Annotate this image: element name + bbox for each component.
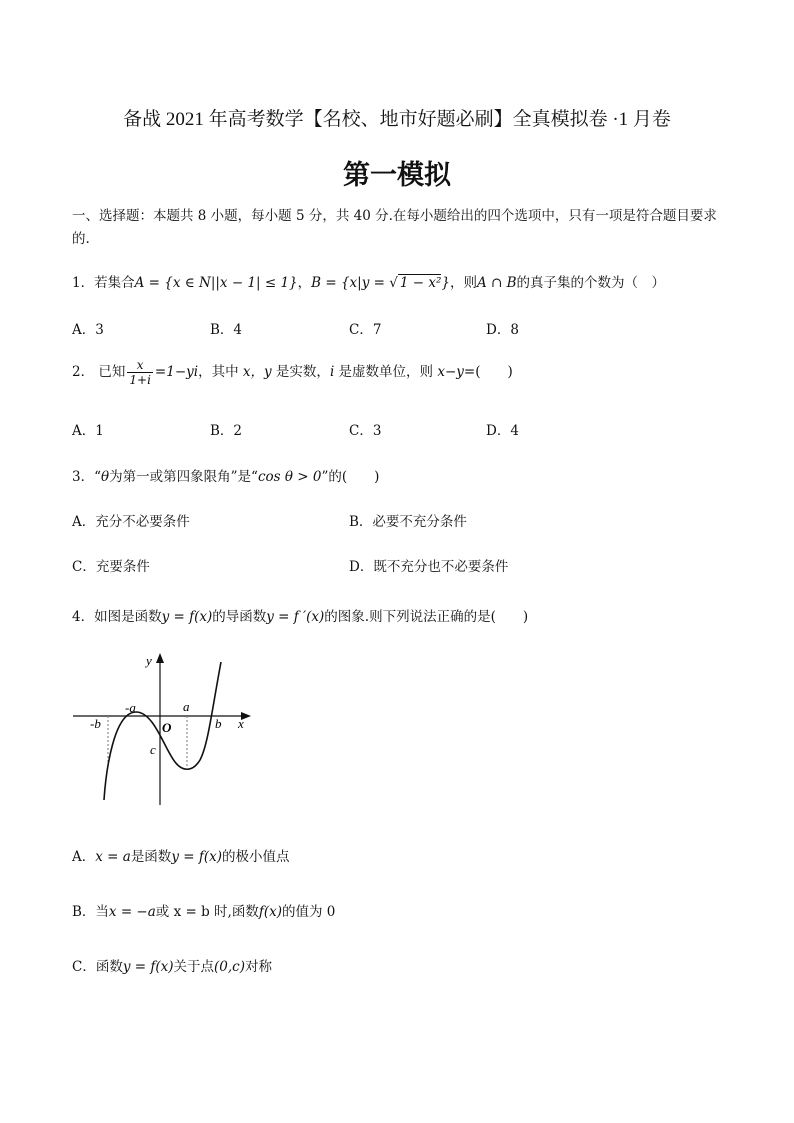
q4-option-a-math-2: y = f(x) xyxy=(171,849,222,865)
q2-fraction-numerator: x xyxy=(127,358,153,373)
q2-vars: x，y xyxy=(242,364,272,380)
label-c: c xyxy=(150,742,156,757)
derivative-graph xyxy=(70,650,260,810)
q3-option-d: D．既不充分也不必要条件 xyxy=(349,559,509,575)
q1-set-b-prefix: B = {x|y = xyxy=(311,275,390,291)
label-b: b xyxy=(215,716,222,731)
q2-option-d: D．4 xyxy=(486,423,519,439)
q4-text-mid: 的导函数 xyxy=(212,609,267,625)
q2-option-b: B．2 xyxy=(210,423,243,439)
q2-number: 2． 已知 xyxy=(72,364,126,380)
q4-text-post: 的图象.则下列说法正确的是( ) xyxy=(324,609,529,625)
q3-option-a: A．充分不必要条件 xyxy=(72,514,190,530)
q2-x-minus-y: x−y xyxy=(437,364,464,380)
q1-option-a: A．3 xyxy=(72,322,104,338)
q3-text-post: ”的( ) xyxy=(321,469,380,485)
q4-derivative: y = f ′(x) xyxy=(266,609,325,625)
question-1 xyxy=(72,271,665,291)
q2-tail: =( ) xyxy=(463,364,513,380)
q3-option-b: B．必要不充分条件 xyxy=(349,514,467,530)
q1-set-b-suffix: } xyxy=(441,275,450,291)
q4-option-c-mid: 关于点 xyxy=(173,959,215,975)
q4-option-c-math-2: (0,c) xyxy=(214,959,245,975)
q4-option-a xyxy=(72,845,289,865)
q1-option-d: D．8 xyxy=(486,322,519,338)
q1-tail-prefix: ，则 xyxy=(449,275,477,291)
q1-option-c: C．7 xyxy=(349,322,382,338)
label-x: x xyxy=(238,716,244,731)
label-y: y xyxy=(146,653,152,668)
q2-option-c: C．3 xyxy=(349,423,382,439)
q2-option-a: A．1 xyxy=(72,423,104,439)
q1-radicand: 1 − x² xyxy=(399,275,442,291)
q4-option-b-math-2: f(x) xyxy=(258,904,282,920)
q2-fraction-denominator: 1+i xyxy=(129,373,151,387)
q4-option-c-math-1: y = f(x) xyxy=(122,959,174,975)
q4-option-b-suffix: 的值为 0 xyxy=(281,904,336,920)
q4-option-a-suffix: 的极小值点 xyxy=(221,849,290,865)
q3-condition: cos θ > 0 xyxy=(257,469,322,485)
label-origin: O xyxy=(162,720,172,735)
section-intro: 一、选择题：本题共 8 小题，每小题 5 分，共 40 分.在每小题给出的四个选项中，只有一项是符合题目要求的. xyxy=(72,208,717,247)
q4-option-a-math-1: x = a xyxy=(95,849,131,865)
q4-option-c-prefix: C．函数 xyxy=(72,959,123,975)
q1-sqrt: √ 1 − x² xyxy=(389,275,442,291)
q2-fraction xyxy=(127,358,153,387)
q4-option-c-suffix: 对称 xyxy=(245,959,272,975)
q3-theta: θ xyxy=(101,469,110,485)
q2-imag-unit: i xyxy=(329,364,335,380)
question-4 xyxy=(72,605,528,625)
q4-option-b-mid: 或 x = b 时,函数 xyxy=(155,904,259,920)
q3-text-mid: 为第一或第四象限角”是“ xyxy=(109,469,258,485)
q2-text-3: 是虚数单位，则 xyxy=(334,364,438,380)
y-axis-arrow xyxy=(156,653,164,663)
q4-text-pre: 4．如图是函数 xyxy=(72,609,162,625)
q1-intersection: A ∩ B xyxy=(476,275,517,291)
label-neg-b: -b xyxy=(90,716,101,731)
document-subtitle: 第一模拟 xyxy=(343,160,451,191)
q4-option-b xyxy=(72,900,335,920)
q4-option-c xyxy=(72,955,272,975)
q1-option-b: B．4 xyxy=(210,322,243,338)
q3-option-c: C．充要条件 xyxy=(72,559,150,575)
q4-option-b-math-1: x = −a xyxy=(108,904,156,920)
q1-number: 1．若集合 xyxy=(72,275,135,291)
q4-option-a-prefix: A． xyxy=(72,849,96,865)
question-3 xyxy=(72,465,379,485)
q1-set-a: A = {x ∈ N||x − 1| ≤ 1} xyxy=(134,275,298,291)
q1-tail: 的真子集的个数为（ ） xyxy=(516,275,666,291)
q2-text-1: ，其中 xyxy=(198,364,243,380)
label-neg-a: -a xyxy=(125,700,136,715)
q4-option-b-prefix: B．当 xyxy=(72,904,109,920)
q3-text-pre: 3．“ xyxy=(72,469,101,485)
q4-function: y = f(x) xyxy=(161,609,213,625)
q2-equation: =1−yi xyxy=(154,364,199,380)
q2-text-2: 是实数， xyxy=(271,364,330,380)
q4-option-a-mid: 是函数 xyxy=(130,849,172,865)
document-title: 备战 2021 年高考数学【名校、地市好题必刷】全真模拟卷 ·1 月卷 xyxy=(123,109,671,130)
label-a: a xyxy=(183,699,190,714)
question-2 xyxy=(72,358,513,387)
q1-separator: ， xyxy=(297,275,312,291)
